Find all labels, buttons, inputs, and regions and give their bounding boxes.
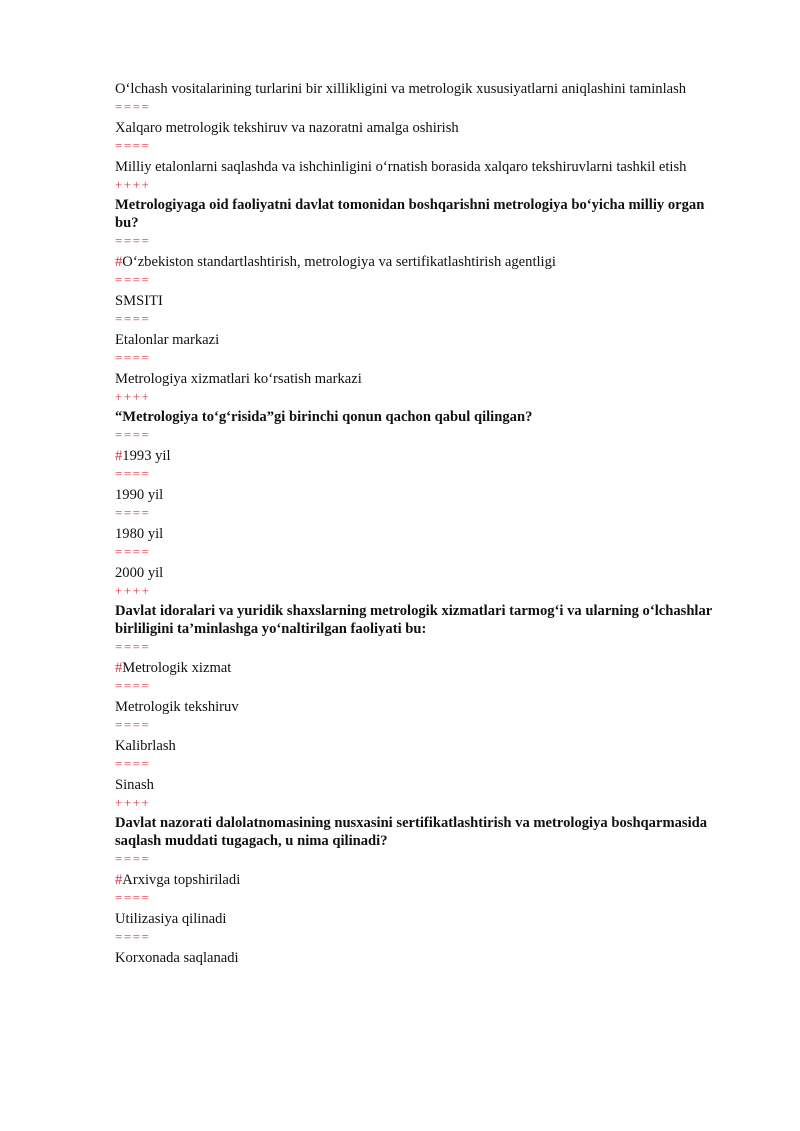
- question-text: Metrologiyaga oid faoliyatni davlat tomonidan boshqarishni metrologiya bo‘yicha milliy organ bu?: [115, 197, 705, 231]
- option-text: Sinash: [115, 777, 154, 793]
- option-text: Metrologik tekshiruv: [115, 699, 239, 715]
- correct-answer-marker: #: [115, 254, 123, 270]
- separator: ====: [115, 427, 151, 442]
- option-text: Utilizasiya qilinadi: [115, 911, 227, 927]
- separator: ====: [115, 272, 151, 287]
- separator: ====: [115, 350, 151, 365]
- option-text: Milliy etalonlarni saqlashda va ishchinligini o‘rnatish borasida xalqaro tekshiruvlarni tashkil etish: [115, 159, 687, 175]
- option-text: 1990 yil: [115, 487, 164, 503]
- separator: ====: [115, 99, 151, 114]
- question-text: Davlat idoralari va yuridik shaxslarning metrologik xizmatlari tarmog‘i va ularning o‘lchashlar birliligini ta’minlashga yo‘naltirilgan faoliyati bu:: [115, 603, 712, 637]
- option-text: 1980 yil: [115, 526, 164, 542]
- option-text: SMSITI: [115, 293, 163, 309]
- separator: ====: [115, 311, 151, 326]
- answer-option: [115, 737, 730, 755]
- option-text: Korxonada saqlanadi: [115, 950, 239, 966]
- answer-option: [115, 949, 730, 967]
- answer-option: [115, 158, 730, 176]
- answer-option: [115, 331, 730, 349]
- separator: ====: [115, 233, 151, 248]
- option-text: 1993 yil: [122, 448, 171, 464]
- correct-answer-marker: #: [115, 660, 123, 676]
- question-text: “Metrologiya to‘g‘risida”gi birinchi qonun qachon qabul qilingan?: [115, 409, 533, 425]
- separator: ====: [115, 505, 151, 520]
- separator: ++++: [115, 583, 151, 598]
- separator: ====: [115, 717, 151, 732]
- separator: ====: [115, 466, 151, 481]
- option-text: O‘lchash vositalarining turlarini bir xillikligini va metrologik xususiyatlarni aniqlashini taminlash: [115, 81, 687, 97]
- option-text: O‘zbekiston standartlashtirish, metrologiya va sertifikatlashtirish agentligi: [122, 254, 556, 270]
- separator: ====: [115, 544, 151, 559]
- separator: ====: [115, 138, 151, 153]
- separator: ====: [115, 851, 151, 866]
- separator: ++++: [115, 795, 151, 810]
- answer-option: [115, 80, 730, 98]
- answer-option: [115, 292, 730, 310]
- answer-option: [115, 486, 730, 504]
- answer-option: [115, 564, 730, 582]
- test-content: [115, 76, 730, 967]
- separator: ====: [115, 678, 151, 693]
- answer-option: [115, 698, 730, 716]
- option-text: Metrologik xizmat: [122, 660, 232, 676]
- separator: ====: [115, 756, 151, 771]
- answer-option: [115, 119, 730, 137]
- option-text: Arxivga topshiriladi: [122, 872, 241, 888]
- correct-answer-option: [115, 871, 730, 889]
- correct-answer-option: [115, 659, 730, 677]
- correct-answer-option: [115, 253, 730, 271]
- option-text: Metrologiya xizmatlari ko‘rsatish markazi: [115, 371, 362, 387]
- separator: ====: [115, 929, 151, 944]
- correct-answer-marker: #: [115, 448, 123, 464]
- option-text: Etalonlar markazi: [115, 332, 220, 348]
- separator: ====: [115, 639, 151, 654]
- answer-option: [115, 776, 730, 794]
- question-text: Davlat nazorati dalolatnomasining nusxasini sertifikatlashtirish va metrologiya boshqarmasida saqlash muddati tugagach, u nima qilinadi?: [115, 815, 708, 849]
- separator: ++++: [115, 177, 151, 192]
- correct-answer-marker: #: [115, 872, 123, 888]
- separator: ++++: [115, 389, 151, 404]
- answer-option: [115, 370, 730, 388]
- answer-option: [115, 525, 730, 543]
- option-text: Xalqaro metrologik tekshiruv va nazoratni amalga oshirish: [115, 120, 459, 136]
- option-text: 2000 yil: [115, 565, 164, 581]
- separator: ====: [115, 890, 151, 905]
- correct-answer-option: [115, 447, 730, 465]
- answer-option: [115, 910, 730, 928]
- option-text: Kalibrlash: [115, 738, 176, 754]
